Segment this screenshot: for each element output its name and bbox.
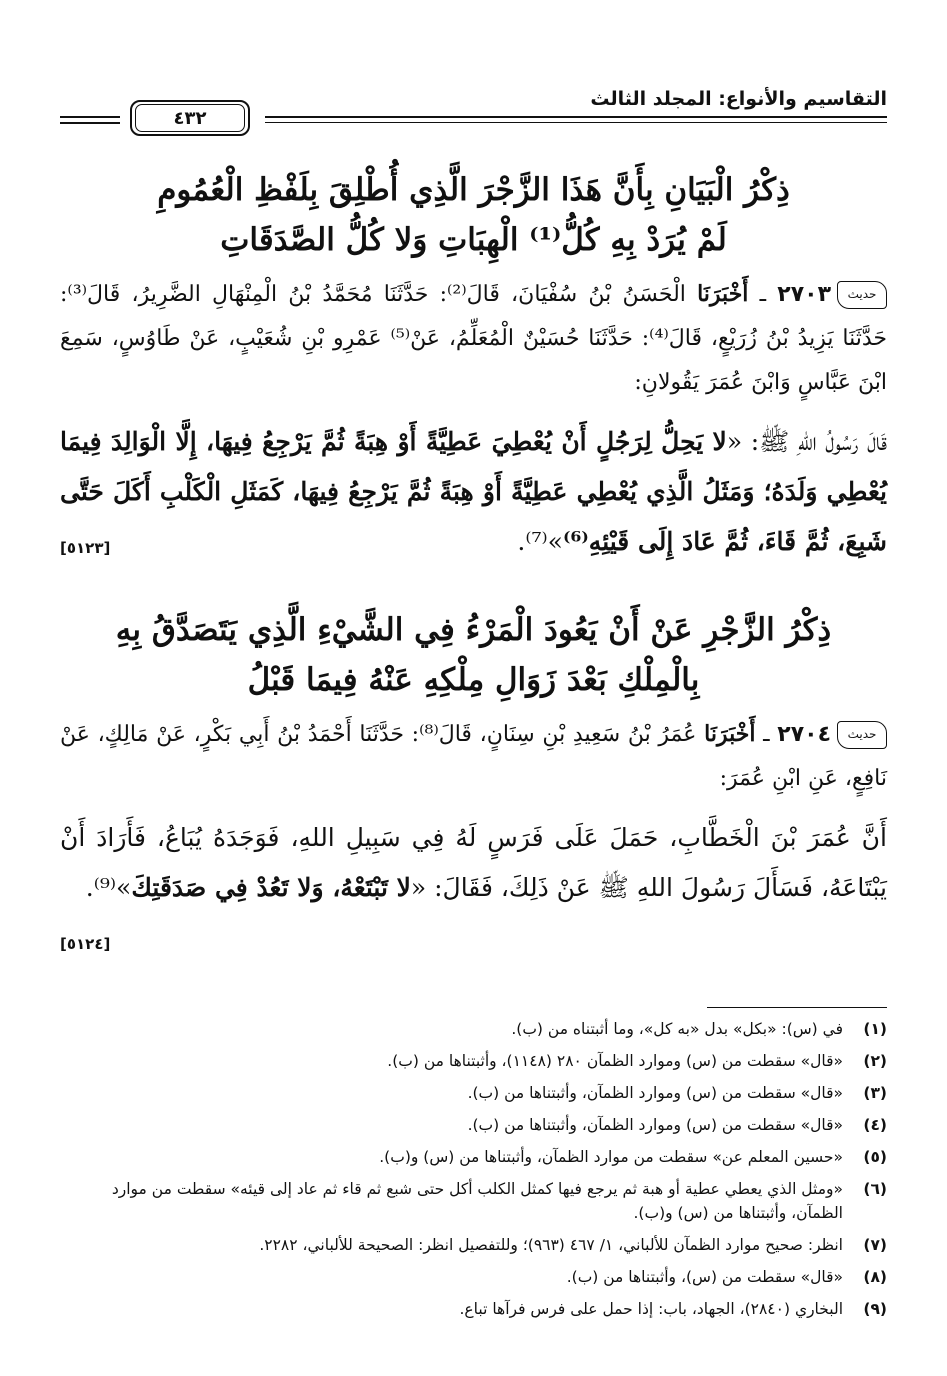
chapter-heading-line: لَمْ يُرَدْ بِهِ كُلُّ⁽¹⁾ الْهِبَاتِ وَلا كُلُّ الصَّدَقَاتِ	[220, 222, 727, 258]
header-rule	[265, 116, 887, 118]
header-rule-thin	[265, 122, 887, 123]
isnad-text: عُمَرُ بْنُ سَعِيدِ بْنِ سِنَانٍ، قَالَ⁽⁸⁾: حَدَّثَنَا أَحْمَدُ بْنُ أَبِي بَكْرٍ، عَنْ مَالِكٍ، عَنْ نَافِعٍ، عَنِ ابْنِ عُمَرَ:	[60, 722, 887, 791]
footnote-text: «قال» سقطت من (س) وموارد الظمآن، وأثبتناها من (ب).	[467, 1116, 843, 1134]
matn-end: »⁽⁹⁾.	[85, 873, 132, 902]
footnotes	[60, 1017, 887, 1329]
footnote-item	[60, 1177, 887, 1225]
hadith-2703	[60, 272, 887, 573]
isnad-text: الْحَسَنُ بْنُ سُفْيَانَ، قَالَ⁽²⁾: حَدَّثَنَا مُحَمَّدُ بْنُ الْمِنْهَالِ الضَّرِيرُ، قَالَ⁽³⁾: حَدَّثَنَا يَزِيدُ بْنُ زُرَيْعٍ، قَالَ⁽⁴⁾: حَدَّثَنَا حُسَيْنٌ الْمُعَلِّمُ، عَنْ⁽⁵⁾ عَمْرِو بْنِ شُعَيْبٍ، عَنْ طَاوُسٍ، سَمِعَ ابْنَ عَبَّاسٍ وَابْنَ عُمَرَ يَقُولانِ:	[60, 282, 887, 395]
footnote-text: في (س): «بكل» بدل «به كل»، وما أثبتناه من (ب).	[511, 1020, 843, 1038]
footnote-item	[60, 1049, 887, 1073]
footnote-item	[60, 1113, 887, 1137]
hadith-number: ٢٧٠٤	[777, 722, 831, 747]
akhbarana-label: أَخْبَرَنَا	[697, 281, 749, 307]
footnote-separator	[707, 1007, 887, 1008]
footnote-number: (٦)	[863, 1180, 887, 1198]
page-number-frame	[130, 100, 250, 136]
matn-intro: أَنَّ عُمَرَ بْنَ الْخَطَّابِ، حَمَلَ عَلَى فَرَسٍ لَهُ فِي سَبِيلِ اللهِ، فَوَجَدَهُ يُبَاعُ، فَأَرَادَ أَنْ يَبْتَاعَهُ، فَسَأَلَ رَسُولَ اللهِ ﷺ عَنْ ذَلِكَ، فَقَالَ: «	[60, 823, 887, 902]
footnote-item	[60, 1233, 887, 1257]
chapter-heading-2	[60, 605, 887, 705]
footnote-item	[60, 1297, 887, 1321]
footnote-number: (٤)	[863, 1116, 887, 1134]
hadith-isnad: حديث٢٧٠٣ ـ أَخْبَرَنَا الْحَسَنُ بْنُ سُفْيَانَ، قَالَ⁽²⁾: حَدَّثَنَا مُحَمَّدُ بْنُ الْمِنْهَالِ الضَّرِيرُ، قَالَ⁽³⁾: حَدَّثَنَا يَزِيدُ بْنُ زُرَيْعٍ، قَالَ⁽⁴⁾: حَدَّثَنَا حُسَيْنٌ الْمُعَلِّمُ، عَنْ⁽⁵⁾ عَمْرِو بْنِ شُعَيْبٍ، عَنْ طَاوُسٍ، سَمِعَ ابْنَ عَبَّاسٍ وَابْنَ عُمَرَ يَقُولانِ:	[60, 281, 887, 395]
hadith-icon: حديث	[837, 281, 887, 309]
header-title: التقاسيم والأنواع: المجلد الثالث	[590, 88, 887, 110]
footnote-text: «قال» سقطت من (س) وموارد الظمآن، وأثبتناها من (ب).	[467, 1084, 843, 1102]
hadith-2704	[60, 712, 887, 969]
footnote-number: (٩)	[863, 1300, 887, 1318]
footnote-text: البخاري (٢٨٤٠)، الجهاد، باب: إذا حمل على فرس فرآها تباع.	[459, 1300, 843, 1318]
hadith-reference: [٥١٢٣]	[60, 539, 111, 557]
chapter-heading-line: ذِكْرُ الزَّجْرِ عَنْ أَنْ يَعُودَ الْمَرْءُ فِي الشَّيْءِ الَّذِي يَتَصَدَّقُ بِهِ	[115, 612, 832, 648]
matn-bold: لا تَبْتَعْهُ، وَلا تَعُدْ فِي صَدَقَتِكَ	[131, 873, 411, 902]
akhbarana-label: أَخْبَرَنَا	[704, 721, 756, 747]
chapter-heading-line: ذِكْرُ الْبَيَانِ بِأَنَّ هَذَا الزَّجْرَ الَّذِي أُطْلِقَ بِلَفْظِ الْعُمُومِ	[157, 172, 790, 208]
footnote-text: انظر: صحيح موارد الظمآن للألباني، ١/ ٤٦٧ (٩٦٣)؛ وللتفصيل انظر: الصحيحة للألباني، ٢٢٨٢.	[259, 1236, 843, 1254]
chapter-heading-1	[60, 165, 887, 265]
running-header	[60, 80, 887, 140]
page-number-bars	[60, 116, 120, 128]
footnote-number: (٨)	[863, 1268, 887, 1286]
footnote-text: «قال» سقطت من (س)، وأثبتناها من (ب).	[566, 1268, 843, 1286]
hadith-matn	[60, 417, 887, 567]
footnote-number: (٥)	[863, 1148, 887, 1166]
footnote-number: (٧)	[863, 1236, 887, 1254]
hadith-number: ٢٧٠٣	[777, 282, 831, 307]
footnote-item	[60, 1081, 887, 1105]
footnote-text: «ومثل الذي يعطي عطية أو هبة ثم يرجع فيها كمثل الكلب أكل حتى شبع ثم قاء ثم عاد إلى قيئه» سقطت من موارد الظمآن، وأثبتناها من (س) و(ب).	[111, 1180, 843, 1222]
footnote-text: «قال» سقطت من (س) وموارد الظمآن ٢٨٠ (١١٤٨)، وأثبتناها من (ب).	[387, 1052, 843, 1070]
footnote-item	[60, 1145, 887, 1169]
footnote-number: (١)	[863, 1020, 887, 1038]
chapter-heading-line: بِالْمِلْكِ بَعْدَ زَوَالِ مِلْكِهِ عَنْهُ فِيمَا قَبْلُ	[247, 662, 700, 698]
footnote-text: «حسين المعلم عن» سقطت من موارد الظمآن، وأثبتناها من (س) و(ب).	[379, 1148, 843, 1166]
footnote-item	[60, 1017, 887, 1041]
page-number: ٤٣٢	[135, 104, 245, 132]
matn-end: »⁽⁷⁾.	[517, 527, 563, 556]
footnote-item	[60, 1265, 887, 1289]
hadith-icon: حديث	[837, 721, 887, 749]
hadith-matn	[60, 813, 887, 953]
matn-bold: لا يَحِلُّ لِرَجُلٍ أَنْ يُعْطِيَ عَطِيَّةً أَوْ هِبَةً ثُمَّ يَرْجِعُ فِيهَا، إِلَّا الْوَالِدَ فِيمَا يُعْطِي وَلَدَهُ؛ وَمَثَلُ الَّذِي يُعْطِي عَطِيَّةً أَوْ هِبَةً ثُمَّ يَرْجِعُ فِيهَا، كَمَثَلِ الْكَلْبِ أَكَلَ حَتَّى شَبِعَ، ثُمَّ قَاءَ، ثُمَّ عَادَ إِلَى قَيْئِهِ⁽⁶⁾	[60, 427, 887, 556]
footnote-number: (٢)	[863, 1052, 887, 1070]
footnote-number: (٣)	[863, 1084, 887, 1102]
hadith-reference: [٥١٢٤]	[60, 935, 111, 953]
matn-intro: قَالَ رَسُولُ اللهِ ﷺ: «	[726, 427, 887, 456]
hadith-isnad: حديث٢٧٠٤ ـ أَخْبَرَنَا عُمَرُ بْنُ سَعِيدِ بْنِ سِنَانٍ، قَالَ⁽⁸⁾: حَدَّثَنَا أَحْمَدُ بْنُ أَبِي بَكْرٍ، عَنْ مَالِكٍ، عَنْ نَافِعٍ، عَنِ ابْنِ عُمَرَ:	[60, 721, 887, 791]
